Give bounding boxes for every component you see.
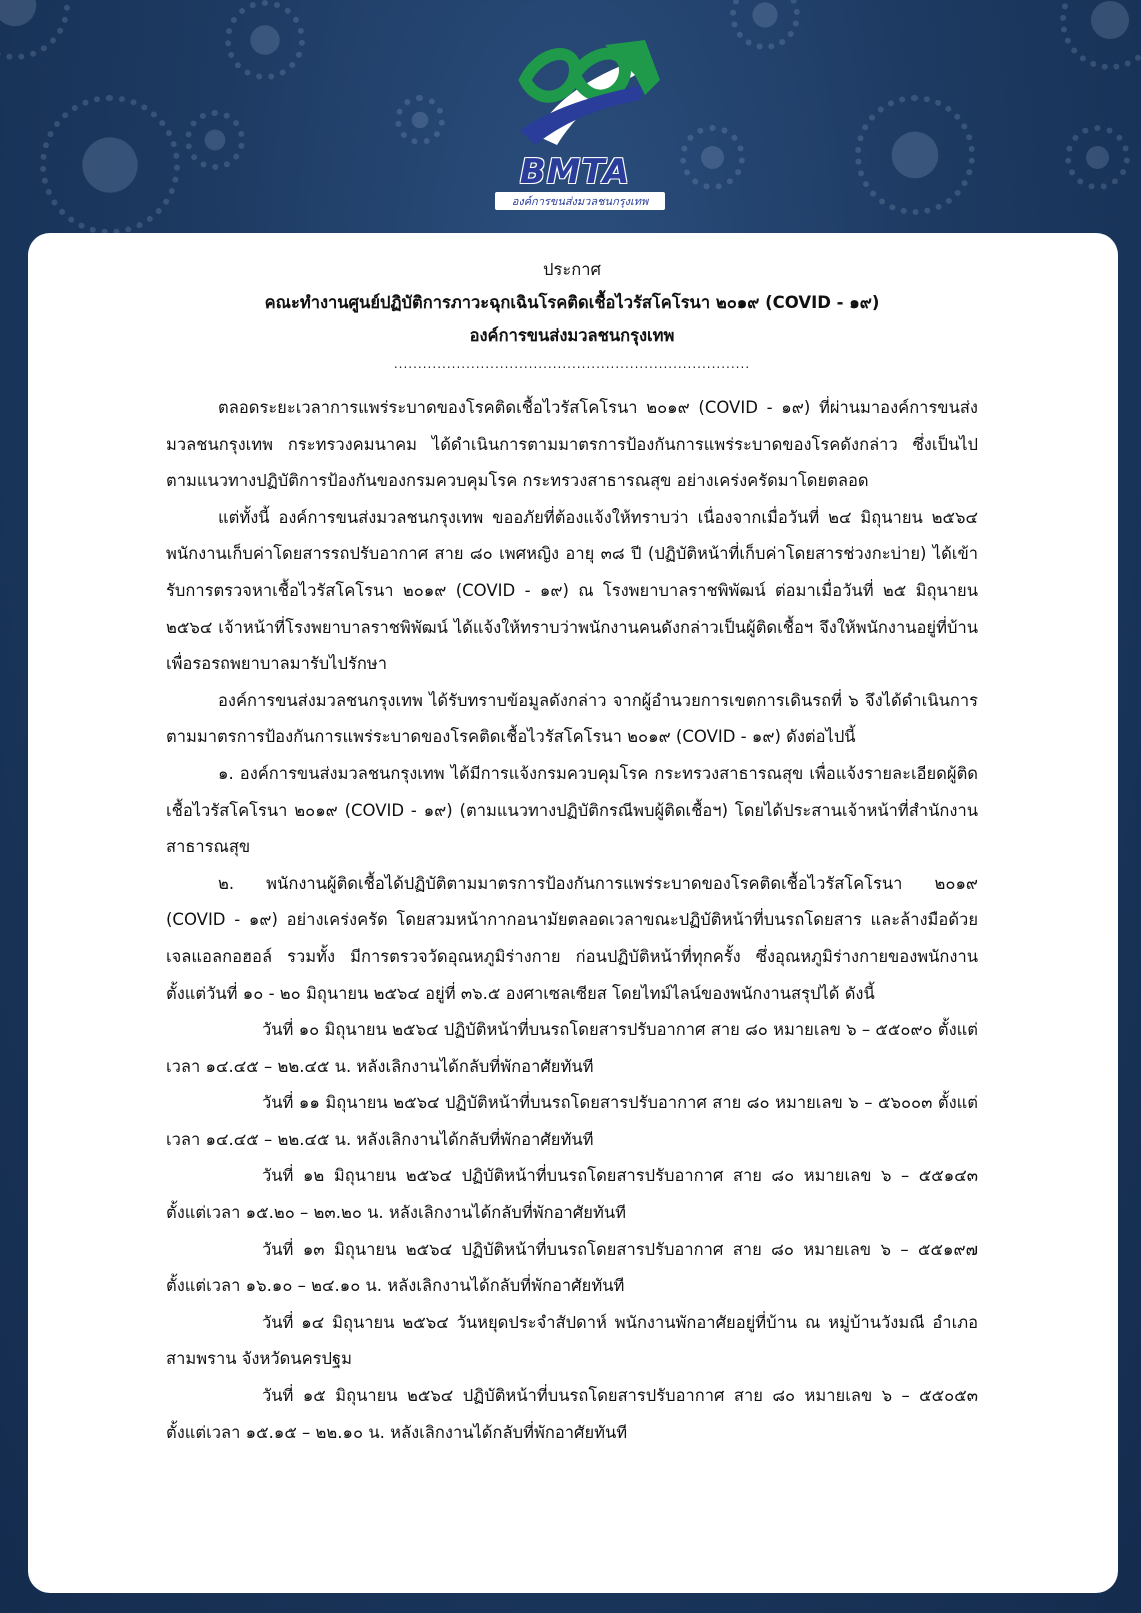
timeline-item: วันที่ ๑๒ มิถุนายน ๒๕๖๔ ปฏิบัติหน้าที่บนรถโดยสารปรับอากาศ สาย ๘๐ หมายเลข ๖ – ๕๕๑๔๓ ตั้งแต่เวลา ๑๕.๒๐ – ๒๓.๒๐ น. หลังเลิกงานได้กลับที่พักอาศัยทันที [166, 1166, 978, 1223]
bmta-emblem-icon [495, 40, 665, 160]
announcement-organization: องค์การขนส่งมวลชนกรุงเทพ [469, 326, 675, 345]
bmta-logo [495, 40, 665, 215]
timeline-item: วันที่ ๑๐ มิถุนายน ๒๕๖๔ ปฏิบัติหน้าที่บนรถโดยสารปรับอากาศ สาย ๘๐ หมายเลข ๖ – ๕๕๐๙๐ ตั้งแต่เวลา ๑๔.๔๕ – ๒๒.๔๕ น. หลังเลิกงานได้กลับที่พักอาศัยทันที [166, 1020, 978, 1076]
virus-decoration [855, 95, 975, 215]
paragraph: ๒. พนักงานผู้ติดเชื้อได้ปฏิบัติตามมาตรการป้องกันการแพร่ระบาดของโรคติดเชื้อไวรัสโคโรนา ๒๐๑๙ (COVID - ๑๙) อย่างเคร่งครัด โดยสวมหน้ากากอนามัยตลอดเวลาขณะปฏิบัติหน้าที่บนรถโดยสาร และล้างมือด้วยเจลแอลกอฮอล์ รวมทั้ง มีการตรวจวัดอุณหภูมิร่างกาย ก่อนปฏิบัติหน้าที่ทุกครั้ง ซึ่งอุณหภูมิร่างกายของพนักงาน ตั้งแต่วันที่ ๑๐ - ๒๐ มิถุนายน ๒๕๖๔ อยู่ที่ ๓๖.๕ องศาเซลเซียส โดยไทม์ไลน์ของพนักงานสรุปได้ ดังนี้ [166, 873, 978, 1003]
brand-subtitle: องค์การขนส่งมวลชนกรุงเทพ [495, 192, 665, 210]
timeline-item: วันที่ ๑๔ มิถุนายน ๒๕๖๔ วันหยุดประจำสัปดาห์ พนักงานพักอาศัยอยู่ที่บ้าน ณ หมู่บ้านวังมณี อำเภอสามพราน จังหวัดนครปฐม [166, 1312, 978, 1369]
virus-decoration [185, 110, 245, 170]
announcement-subtitle: คณะทำงานศูนย์ปฏิบัติการภาวะฉุกเฉินโรคติดเชื้อไวรัสโคโรนา ๒๐๑๙ (COVID - ๑๙) [264, 293, 880, 312]
timeline-item: วันที่ ๑๕ มิถุนายน ๒๕๖๔ ปฏิบัติหน้าที่บนรถโดยสารปรับอากาศ สาย ๘๐ หมายเลข ๖ – ๕๕๐๕๓ ตั้งแต่เวลา ๑๕.๑๕ – ๒๒.๑๐ น. หลังเลิกงานได้กลับที่พักอาศัยทันที [166, 1386, 978, 1442]
virus-decoration [225, 0, 305, 80]
paragraph: แต่ทั้งนี้ องค์การขนส่งมวลชนกรุงเทพ ขออภัยที่ต้องแจ้งให้ทราบว่า เนื่องจากเมื่อวันที่ ๒๔ มิถุนายน ๒๕๖๔ พนักงานเก็บค่าโดยสารรถปรับอากาศ สาย ๘๐ เพศหญิง อายุ ๓๘ ปี (ปฏิบัติหน้าที่เก็บค่าโดยสารช่วงกะบ่าย) ได้เข้ารับการตรวจหาเชื้อไวรัสโคโรนา ๒๐๑๙ (COVID - ๑๙) ณ โรงพยาบาลราชพิพัฒน์ ต่อมาเมื่อวันที่ ๒๕ มิถุนายน ๒๕๖๔ เจ้าหน้าที่โรงพยาบาลราชพิพัฒน์ ได้แจ้งให้ทราบว่าพนักงานคนดังกล่าวเป็นผู้ติดเชื้อฯ จึงให้พนักงานอยู่ที่บ้าน เพื่อรอรถพยาบาลมารับไปรักษา [166, 507, 978, 674]
virus-decoration [395, 95, 445, 145]
announcement-title: ประกาศ [543, 260, 601, 279]
paragraph: องค์การขนส่งมวลชนกรุงเทพ ได้รับทราบข้อมูลดังกล่าว จากผู้อำนวยการเขตการเดินรถที่ ๖ จึงได้ดำเนินการตามมาตรการป้องกันการแพร่ระบาดของโรคติดเชื้อไวรัสโคโรนา ๒๐๑๙ (COVID - ๑๙) ดังต่อไปนี้ [166, 690, 978, 747]
timeline-item: วันที่ ๑๑ มิถุนายน ๒๕๖๔ ปฏิบัติหน้าที่บนรถโดยสารปรับอากาศ สาย ๘๐ หมายเลข ๖ – ๕๖๐๐๓ ตั้งแต่เวลา ๑๔.๔๕ – ๒๒.๔๕ น. หลังเลิกงานได้กลับที่พักอาศัยทันที [166, 1093, 978, 1149]
virus-decoration [680, 125, 745, 190]
paragraph: ๑. องค์การขนส่งมวลชนกรุงเทพ ได้มีการแจ้งกรมควบคุมโรค กระทรวงสาธารณสุข เพื่อแจ้งรายละเอียดผู้ติดเชื้อไวรัสโคโรนา ๒๐๑๙ (COVID - ๑๙) (ตามแนวทางปฏิบัติกรณีพบผู้ติดเชื้อฯ) โดยได้ประสานเจ้าหน้าที่สำนักงานสาธารณสุข [166, 763, 978, 857]
separator: .......................................................................... [393, 357, 751, 371]
brand-name: BMTA [519, 152, 631, 192]
timeline-item: วันที่ ๑๓ มิถุนายน ๒๕๖๔ ปฏิบัติหน้าที่บนรถโดยสารปรับอากาศ สาย ๘๐ หมายเลข ๖ – ๕๕๑๙๗ ตั้งแต่เวลา ๑๖.๑๐ – ๒๔.๑๐ น. หลังเลิกงานได้กลับที่พักอาศัยทันที [166, 1239, 978, 1296]
virus-decoration [1060, 0, 1141, 70]
virus-decoration [40, 95, 180, 235]
announcement-card [28, 233, 1118, 1593]
paragraph: ตลอดระยะเวลาการแพร่ระบาดของโรคติดเชื้อไวรัสโคโรนา ๒๐๑๙ (COVID - ๑๙) ที่ผ่านมาองค์การขนส่งมวลชนกรุงเทพ กระทรวงคมนาคม ได้ดำเนินการตามมาตรการป้องกันการแพร่ระบาดของโรคดังกล่าว ซึ่งเป็นไปตามแนวทางปฏิบัติการป้องกันของกรมควบคุมโรค กระทรวงสาธารณสุข อย่างเคร่งครัดมาโดยตลอด [166, 398, 978, 491]
virus-decoration [0, 0, 70, 60]
virus-decoration [1065, 125, 1130, 190]
virus-decoration [730, 0, 800, 50]
